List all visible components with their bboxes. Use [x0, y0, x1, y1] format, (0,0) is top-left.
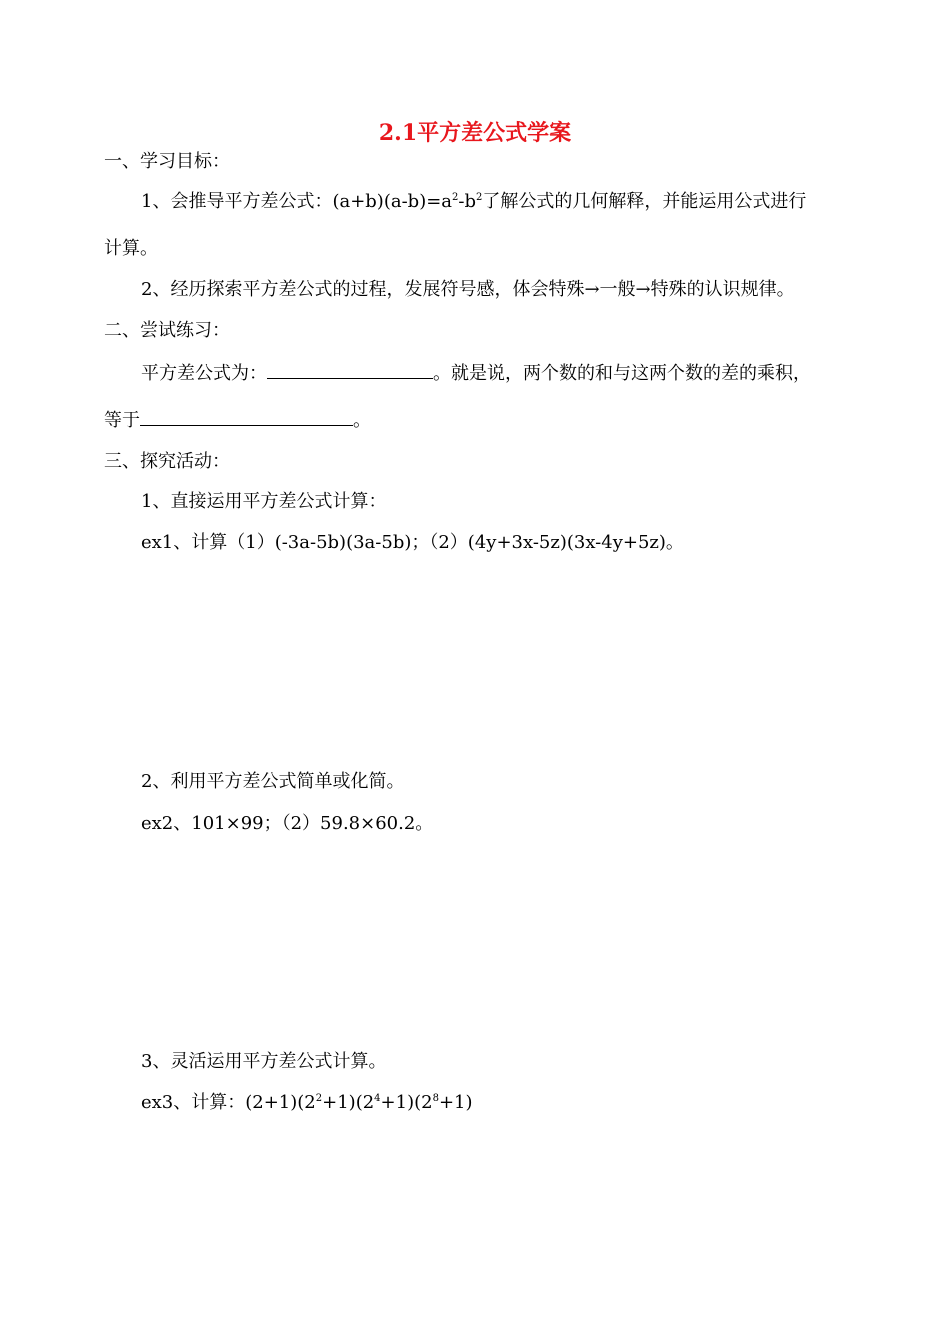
objective-1-prefix: 1、会推导平方差公式： [141, 191, 333, 212]
example-3-sup-3: 8 [432, 1093, 439, 1104]
section-heading-objectives: 一、学习目标： [104, 151, 230, 172]
practice-line-1 [141, 360, 811, 386]
practice-line-1-suffix: 。就是说，两个数的和与这两个数的差的乘积， [433, 363, 811, 384]
objective-1-formula-b: -b [458, 191, 477, 212]
practice-line-2-prefix: 等于 [104, 410, 140, 431]
example-3 [141, 1091, 473, 1115]
activity-1: 1、直接运用平方差公式计算： [141, 491, 387, 512]
example-3-sup-1: 2 [315, 1093, 323, 1104]
practice-line-2 [104, 407, 371, 433]
example-3-mid-1: +1)(2 [322, 1092, 375, 1113]
objective-item-2: 2、经历探索平方差公式的过程，发展符号感，体会特殊→一般→特殊的认识规律。 [141, 279, 795, 300]
objective-1-suffix: 了解公式的几何解释，并能运用公式进行 [482, 191, 807, 212]
section-heading-activities: 三、探究活动： [104, 451, 230, 472]
activity-2: 2、利用平方差公式简单或化简。 [141, 771, 405, 792]
objective-1-formula-a: (a+b)(a-b)=a [332, 191, 453, 212]
example-3-prefix: ex3、计算：(2+1)(2 [141, 1092, 316, 1113]
objective-item-1-continued: 计算。 [104, 238, 158, 259]
example-1: ex1、计算（1）(-3a-5b)(3a-5b)；（2）(4y+3x-5z)(3x-4y+5z)。 [141, 532, 684, 553]
objective-1-sup-2: 2 [476, 192, 483, 203]
section-heading-practice: 二、尝试练习： [104, 320, 230, 341]
fill-blank-equals[interactable] [140, 407, 353, 426]
example-3-sup-2: 4 [374, 1093, 381, 1104]
practice-line-2-suffix: 。 [353, 410, 371, 431]
example-3-end: +1) [438, 1092, 473, 1113]
document-title: 2.1平方差公式学案 [378, 120, 572, 146]
activity-3: 3、灵活运用平方差公式计算。 [141, 1051, 387, 1072]
objective-item-1 [141, 190, 806, 214]
objective-1-sup-1: 2 [452, 192, 459, 203]
fill-blank-formula[interactable] [267, 360, 433, 379]
practice-line-1-prefix: 平方差公式为： [141, 363, 267, 384]
example-2: ex2、101×99；（2）59.8×60.2。 [141, 813, 434, 834]
example-3-mid-2: +1)(2 [380, 1092, 433, 1113]
